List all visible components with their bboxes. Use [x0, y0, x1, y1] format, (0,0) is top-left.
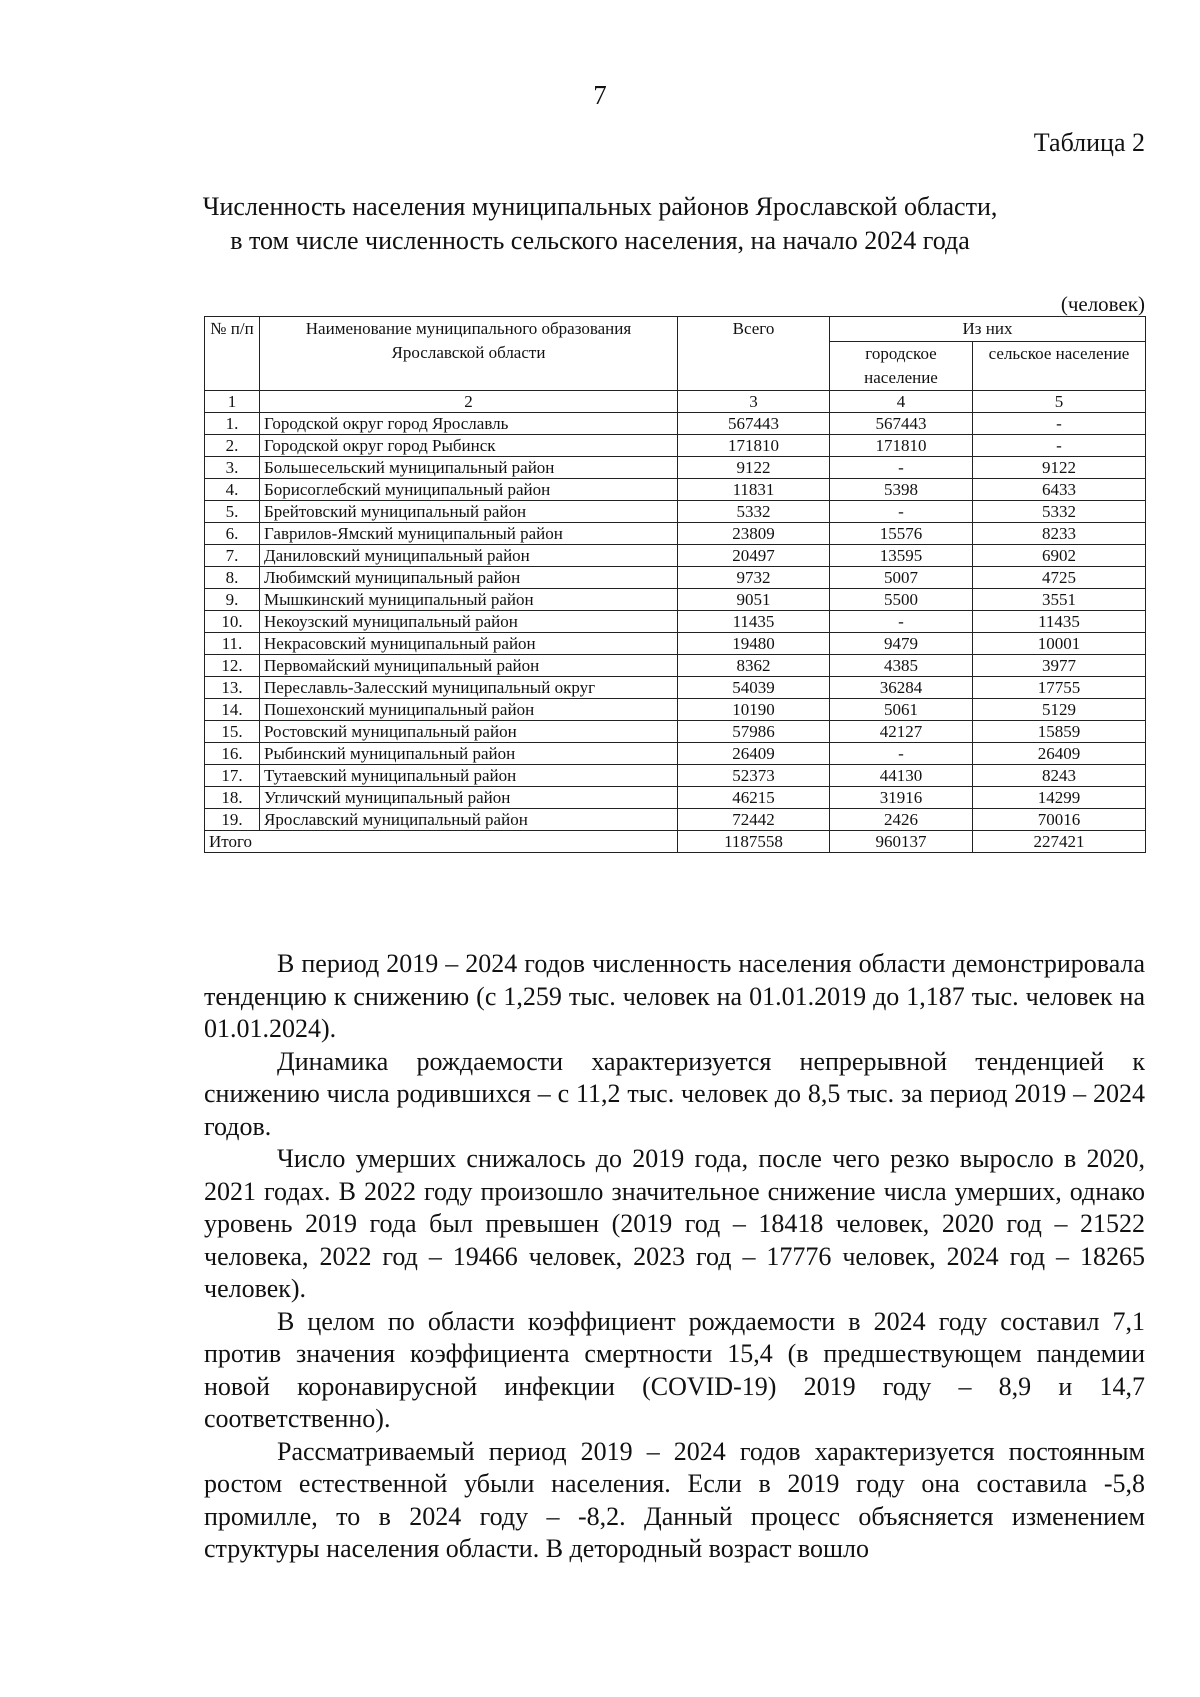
- column-number: 3: [678, 391, 830, 413]
- row-total: 8362: [678, 655, 830, 677]
- table-row: [205, 457, 1146, 479]
- row-rural: 26409: [973, 743, 1146, 765]
- row-name: Рыбинский муниципальный район: [260, 743, 678, 765]
- row-total: 9732: [678, 567, 830, 589]
- column-numbers-row: [205, 391, 1146, 413]
- row-name: Гаврилов-Ямский муниципальный район: [260, 523, 678, 545]
- row-total: 72442: [678, 809, 830, 831]
- row-rural: 3977: [973, 655, 1146, 677]
- table-row: [205, 545, 1146, 567]
- column-number: 5: [973, 391, 1146, 413]
- table-title-line-2: в том числе численность сельского населения, на начало 2024 года: [230, 226, 970, 255]
- row-total: 567443: [678, 413, 830, 435]
- row-name: Ярославский муниципальный район: [260, 809, 678, 831]
- row-num: 13.: [205, 677, 260, 699]
- row-urban: 15576: [830, 523, 973, 545]
- row-name: Некоузский муниципальный район: [260, 611, 678, 633]
- row-num: 16.: [205, 743, 260, 765]
- row-urban: 4385: [830, 655, 973, 677]
- row-total: 5332: [678, 501, 830, 523]
- row-urban: 567443: [830, 413, 973, 435]
- row-urban: 5007: [830, 567, 973, 589]
- row-total: 10190: [678, 699, 830, 721]
- row-num: 1.: [205, 413, 260, 435]
- row-name: Переславль-Залесский муниципальный округ: [260, 677, 678, 699]
- header-rural: сельское население: [973, 342, 1146, 391]
- row-total: 171810: [678, 435, 830, 457]
- page-number: 7: [593, 80, 607, 110]
- table-row: [205, 655, 1146, 677]
- table-row: [205, 567, 1146, 589]
- row-num: 14.: [205, 699, 260, 721]
- row-num: 19.: [205, 809, 260, 831]
- row-name: Брейтовский муниципальный район: [260, 501, 678, 523]
- row-name: Любимский муниципальный район: [260, 567, 678, 589]
- row-num: 3.: [205, 457, 260, 479]
- row-num: 17.: [205, 765, 260, 787]
- total-urban: 960137: [830, 831, 973, 853]
- row-name: Некрасовский муниципальный район: [260, 633, 678, 655]
- row-name: Даниловский муниципальный район: [260, 545, 678, 567]
- table-row: [205, 743, 1146, 765]
- row-total: 26409: [678, 743, 830, 765]
- column-number: 4: [830, 391, 973, 413]
- paragraph: Динамика рождаемости характеризуется непрерывной тенденцией к снижению числа родившихся – с 11,2 тыс. человек до 8,5 тыс. за период 2019 – 2024 годов.: [204, 1046, 1145, 1141]
- table-label: Таблица 2: [1033, 128, 1145, 157]
- row-name: Мышкинский муниципальный район: [260, 589, 678, 611]
- row-rural: 10001: [973, 633, 1146, 655]
- row-num: 7.: [205, 545, 260, 567]
- row-total: 9051: [678, 589, 830, 611]
- table-row: [205, 787, 1146, 809]
- row-urban: 13595: [830, 545, 973, 567]
- row-name: Борисоглебский муниципальный район: [260, 479, 678, 501]
- paragraph: В период 2019 – 2024 годов численность населения области демонстрировала тенденцию к снижению (с 1,259 тыс. человек на 01.01.2019 до 1,187 тыс. человек на 01.01.2024).: [204, 949, 1145, 1043]
- column-number: 2: [260, 391, 678, 413]
- header-urban: городское население: [830, 342, 973, 391]
- body-text: [204, 948, 1145, 1566]
- table-title-line-1: Численность населения муниципальных районов Ярославской области,: [202, 192, 998, 221]
- header-name: Наименование муниципального образования Ярославской области: [260, 317, 678, 391]
- row-num: 8.: [205, 567, 260, 589]
- row-rural: -: [973, 413, 1146, 435]
- row-total: 11831: [678, 479, 830, 501]
- row-urban: -: [830, 743, 973, 765]
- row-rural: 5129: [973, 699, 1146, 721]
- row-name: Городской округ город Ярославль: [260, 413, 678, 435]
- total-total: 1187558: [678, 831, 830, 853]
- row-rural: 6433: [973, 479, 1146, 501]
- table-header-row: [205, 317, 1146, 342]
- row-total: 9122: [678, 457, 830, 479]
- row-rural: 14299: [973, 787, 1146, 809]
- paragraph: Число умерших снижалось до 2019 года, после чего резко выросло в 2020, 2021 годах. В 2022 году произошло значительное снижение числа умерших, однако уровень 2019 года был превышен (2019 год – 18418 человек, 2020 год – 21522 человека, 2022 год – 19466 человек, 2023 год – 17776 человек, 2024 год – 18265 человек).: [204, 1144, 1145, 1303]
- header-of-them: Из них: [830, 317, 1146, 342]
- row-num: 11.: [205, 633, 260, 655]
- row-num: 2.: [205, 435, 260, 457]
- row-rural: -: [973, 435, 1146, 457]
- row-num: 12.: [205, 655, 260, 677]
- total-rural: 227421: [973, 831, 1146, 853]
- row-num: 10.: [205, 611, 260, 633]
- row-rural: 15859: [973, 721, 1146, 743]
- row-name: Тутаевский муниципальный район: [260, 765, 678, 787]
- row-rural: 17755: [973, 677, 1146, 699]
- row-urban: -: [830, 501, 973, 523]
- row-num: 9.: [205, 589, 260, 611]
- row-rural: 11435: [973, 611, 1146, 633]
- table-row: [205, 765, 1146, 787]
- table-row: [205, 611, 1146, 633]
- row-urban: -: [830, 611, 973, 633]
- paragraph: Рассматриваемый период 2019 – 2024 годов характеризуется постоянным ростом естественной убыли населения. Если в 2019 году она составила -5,8 промилле, то в 2024 году – -8,2. Данный процесс объясняется изменением структуры населения области. В детородный возраст вошло: [204, 1436, 1145, 1563]
- row-urban: 36284: [830, 677, 973, 699]
- table-row: [205, 677, 1146, 699]
- row-num: 4.: [205, 479, 260, 501]
- row-urban: 9479: [830, 633, 973, 655]
- row-rural: 3551: [973, 589, 1146, 611]
- row-num: 6.: [205, 523, 260, 545]
- row-name: Угличский муниципальный район: [260, 787, 678, 809]
- row-rural: 8233: [973, 523, 1146, 545]
- row-rural: 4725: [973, 567, 1146, 589]
- table-row: [205, 721, 1146, 743]
- header-num: № п/п: [205, 317, 260, 391]
- table-row: [205, 809, 1146, 831]
- row-rural: 6902: [973, 545, 1146, 567]
- row-total: 46215: [678, 787, 830, 809]
- row-total: 23809: [678, 523, 830, 545]
- row-total: 19480: [678, 633, 830, 655]
- row-num: 15.: [205, 721, 260, 743]
- table-row: [205, 589, 1146, 611]
- row-rural: 8243: [973, 765, 1146, 787]
- total-label: Итого: [205, 831, 678, 853]
- table-row: [205, 699, 1146, 721]
- row-total: 54039: [678, 677, 830, 699]
- row-urban: -: [830, 457, 973, 479]
- header-total: Всего: [678, 317, 830, 391]
- row-rural: 70016: [973, 809, 1146, 831]
- table-row: [205, 633, 1146, 655]
- row-name: Ростовский муниципальный район: [260, 721, 678, 743]
- row-urban: 42127: [830, 721, 973, 743]
- unit-label: (человек): [1060, 292, 1145, 316]
- row-urban: 31916: [830, 787, 973, 809]
- row-name: Пошехонский муниципальный район: [260, 699, 678, 721]
- table-row: [205, 435, 1146, 457]
- row-rural: 5332: [973, 501, 1146, 523]
- table-row: [205, 479, 1146, 501]
- row-total: 20497: [678, 545, 830, 567]
- table-row: [205, 413, 1146, 435]
- row-rural: 9122: [973, 457, 1146, 479]
- row-urban: 2426: [830, 809, 973, 831]
- table-total-row: [205, 831, 1146, 853]
- row-total: 57986: [678, 721, 830, 743]
- table-row: [205, 523, 1146, 545]
- table-row: [205, 501, 1146, 523]
- row-total: 52373: [678, 765, 830, 787]
- row-name: Городской округ город Рыбинск: [260, 435, 678, 457]
- paragraph: В целом по области коэффициент рождаемости в 2024 году составил 7,1 против значения коэффициента смертности 15,4 (в предшествующем пандемии новой коронавирусной инфекции (COVID-19) 2019 году – 8,9 и 14,7 соответственно).: [204, 1306, 1145, 1433]
- row-num: 18.: [205, 787, 260, 809]
- table-title: [0, 190, 1200, 258]
- row-num: 5.: [205, 501, 260, 523]
- row-urban: 171810: [830, 435, 973, 457]
- row-urban: 5398: [830, 479, 973, 501]
- row-urban: 44130: [830, 765, 973, 787]
- row-total: 11435: [678, 611, 830, 633]
- row-name: Большесельский муниципальный район: [260, 457, 678, 479]
- population-table: [204, 316, 1146, 853]
- row-name: Первомайский муниципальный район: [260, 655, 678, 677]
- row-urban: 5500: [830, 589, 973, 611]
- row-urban: 5061: [830, 699, 973, 721]
- column-number: 1: [205, 391, 260, 413]
